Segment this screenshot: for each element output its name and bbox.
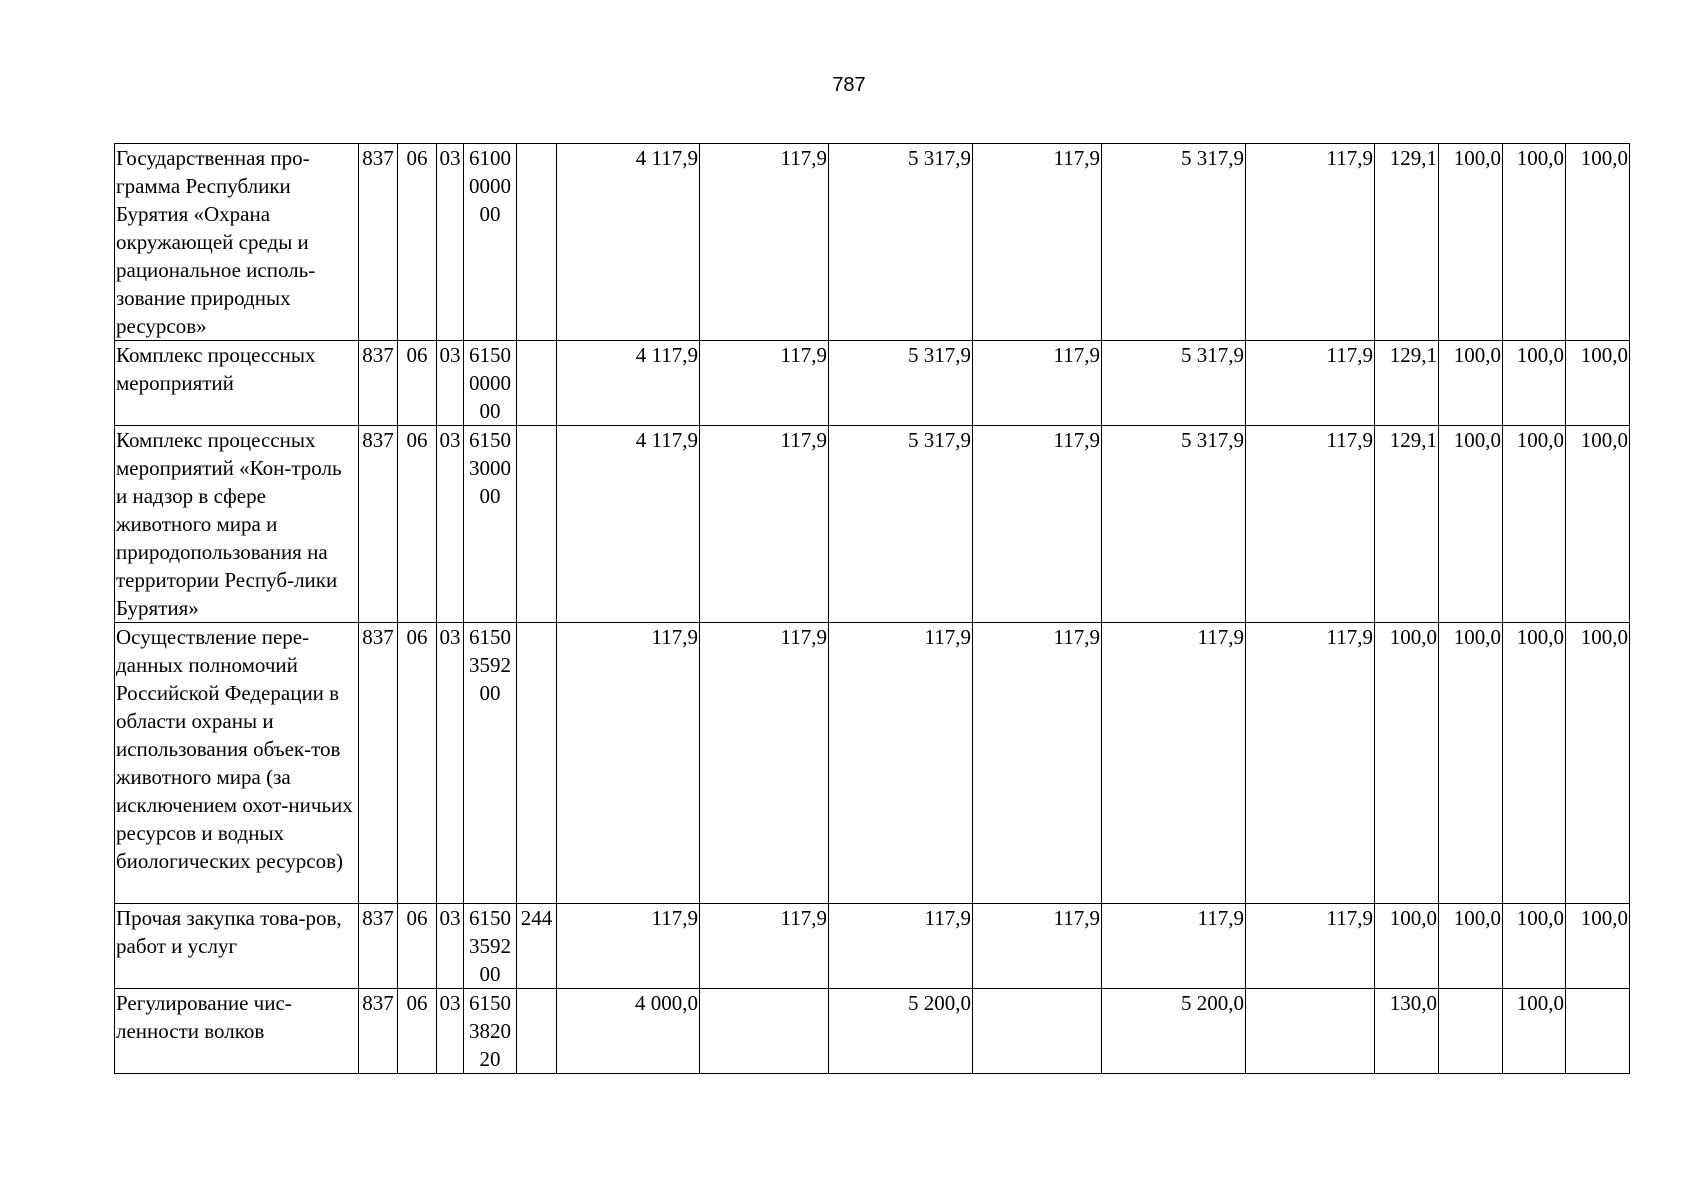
grbs-code: 837 bbox=[359, 904, 398, 989]
amount-cell: 117,9 bbox=[973, 144, 1102, 341]
grbs-code: 837 bbox=[359, 426, 398, 623]
percent-cell: 129,1 bbox=[1375, 426, 1439, 623]
amount-cell: 117,9 bbox=[973, 904, 1102, 989]
section-code: 06 bbox=[398, 623, 437, 904]
amount-cell: 5 317,9 bbox=[1102, 341, 1246, 426]
subsection-code: 03 bbox=[437, 989, 464, 1074]
section-code: 06 bbox=[398, 144, 437, 341]
amount-cell: 117,9 bbox=[700, 426, 829, 623]
subsection-code: 03 bbox=[437, 426, 464, 623]
grbs-code: 837 bbox=[359, 341, 398, 426]
amount-cell: 4 000,0 bbox=[557, 989, 700, 1074]
table-row bbox=[115, 144, 1630, 341]
amount-cell: 117,9 bbox=[700, 144, 829, 341]
percent-cell bbox=[1566, 989, 1630, 1074]
expense-type-code bbox=[517, 341, 557, 426]
budget-table bbox=[114, 143, 1630, 1074]
subsection-code: 03 bbox=[437, 341, 464, 426]
expense-type-code bbox=[517, 426, 557, 623]
amount-cell: 117,9 bbox=[1246, 341, 1375, 426]
percent-cell: 100,0 bbox=[1439, 904, 1503, 989]
amount-cell: 117,9 bbox=[829, 623, 973, 904]
amount-cell: 117,9 bbox=[973, 426, 1102, 623]
row-name: Комплекс процессных мероприятий bbox=[115, 341, 359, 426]
expense-type-code bbox=[517, 144, 557, 341]
percent-cell: 129,1 bbox=[1375, 144, 1439, 341]
percent-cell: 100,0 bbox=[1439, 144, 1503, 341]
subsection-code: 03 bbox=[437, 904, 464, 989]
amount-cell: 4 117,9 bbox=[557, 341, 700, 426]
percent-cell: 100,0 bbox=[1439, 426, 1503, 623]
amount-cell bbox=[700, 989, 829, 1074]
amount-cell: 117,9 bbox=[1246, 623, 1375, 904]
amount-cell: 117,9 bbox=[1246, 426, 1375, 623]
expense-type-code bbox=[517, 623, 557, 904]
row-name: Осуществление пере-данных полномочий Российской Федерации в области охраны и использования объек-тов животного мира (за исключением охот-ничьих ресурсов и водных биологических ресурсов) bbox=[115, 623, 359, 904]
percent-cell: 100,0 bbox=[1503, 904, 1566, 989]
target-article-code: 6100000000 bbox=[464, 144, 517, 341]
row-name: Прочая закупка това-ров, работ и услуг bbox=[115, 904, 359, 989]
percent-cell: 100,0 bbox=[1503, 426, 1566, 623]
amount-cell: 4 117,9 bbox=[557, 426, 700, 623]
amount-cell: 117,9 bbox=[700, 904, 829, 989]
amount-cell: 117,9 bbox=[700, 623, 829, 904]
expense-type-code: 244 bbox=[517, 904, 557, 989]
amount-cell: 117,9 bbox=[973, 623, 1102, 904]
amount-cell: 117,9 bbox=[1102, 623, 1246, 904]
amount-cell: 117,9 bbox=[973, 341, 1102, 426]
amount-cell: 117,9 bbox=[557, 904, 700, 989]
grbs-code: 837 bbox=[359, 144, 398, 341]
percent-cell: 100,0 bbox=[1566, 341, 1630, 426]
amount-cell: 117,9 bbox=[557, 623, 700, 904]
subsection-code: 03 bbox=[437, 144, 464, 341]
section-code: 06 bbox=[398, 989, 437, 1074]
section-code: 06 bbox=[398, 426, 437, 623]
expense-type-code bbox=[517, 989, 557, 1074]
amount-cell: 117,9 bbox=[1246, 904, 1375, 989]
percent-cell: 100,0 bbox=[1439, 341, 1503, 426]
section-code: 06 bbox=[398, 904, 437, 989]
target-article-code: 6150382020 bbox=[464, 989, 517, 1074]
percent-cell: 130,0 bbox=[1375, 989, 1439, 1074]
amount-cell bbox=[973, 989, 1102, 1074]
percent-cell: 100,0 bbox=[1503, 989, 1566, 1074]
amount-cell: 5 317,9 bbox=[829, 341, 973, 426]
percent-cell: 100,0 bbox=[1566, 904, 1630, 989]
target-article-code: 6150359200 bbox=[464, 623, 517, 904]
percent-cell: 100,0 bbox=[1566, 426, 1630, 623]
row-name: Комплекс процессных мероприятий «Кон-троль и надзор в сфере животного мира и природопользования на территории Респуб-лики Бурятия» bbox=[115, 426, 359, 623]
percent-cell: 100,0 bbox=[1566, 144, 1630, 341]
percent-cell: 129,1 bbox=[1375, 341, 1439, 426]
target-article-code: 6150300000 bbox=[464, 426, 517, 623]
table-row bbox=[115, 989, 1630, 1074]
amount-cell: 5 317,9 bbox=[1102, 426, 1246, 623]
amount-cell: 117,9 bbox=[1246, 144, 1375, 341]
target-article-code: 6150000000 bbox=[464, 341, 517, 426]
amount-cell: 5 317,9 bbox=[1102, 144, 1246, 341]
amount-cell: 5 200,0 bbox=[829, 989, 973, 1074]
subsection-code: 03 bbox=[437, 623, 464, 904]
table-row bbox=[115, 426, 1630, 623]
percent-cell: 100,0 bbox=[1566, 623, 1630, 904]
table-row bbox=[115, 904, 1630, 989]
amount-cell: 5 317,9 bbox=[829, 426, 973, 623]
percent-cell: 100,0 bbox=[1375, 623, 1439, 904]
table-row bbox=[115, 341, 1630, 426]
amount-cell bbox=[1246, 989, 1375, 1074]
row-name: Регулирование чис-ленности волков bbox=[115, 989, 359, 1074]
section-code: 06 bbox=[398, 341, 437, 426]
percent-cell: 100,0 bbox=[1503, 623, 1566, 904]
percent-cell: 100,0 bbox=[1503, 341, 1566, 426]
target-article-code: 6150359200 bbox=[464, 904, 517, 989]
grbs-code: 837 bbox=[359, 623, 398, 904]
amount-cell: 117,9 bbox=[700, 341, 829, 426]
grbs-code: 837 bbox=[359, 989, 398, 1074]
percent-cell bbox=[1439, 989, 1503, 1074]
amount-cell: 4 117,9 bbox=[557, 144, 700, 341]
page-number: 787 bbox=[832, 74, 866, 96]
row-name: Государственная про-грамма Республики Бурятия «Охрана окружающей среды и рациональное исполь-зование природных ресурсов» bbox=[115, 144, 359, 341]
amount-cell: 117,9 bbox=[829, 904, 973, 989]
table-row bbox=[115, 623, 1630, 904]
amount-cell: 5 317,9 bbox=[829, 144, 973, 341]
percent-cell: 100,0 bbox=[1503, 144, 1566, 341]
amount-cell: 117,9 bbox=[1102, 904, 1246, 989]
percent-cell: 100,0 bbox=[1439, 623, 1503, 904]
percent-cell: 100,0 bbox=[1375, 904, 1439, 989]
amount-cell: 5 200,0 bbox=[1102, 989, 1246, 1074]
